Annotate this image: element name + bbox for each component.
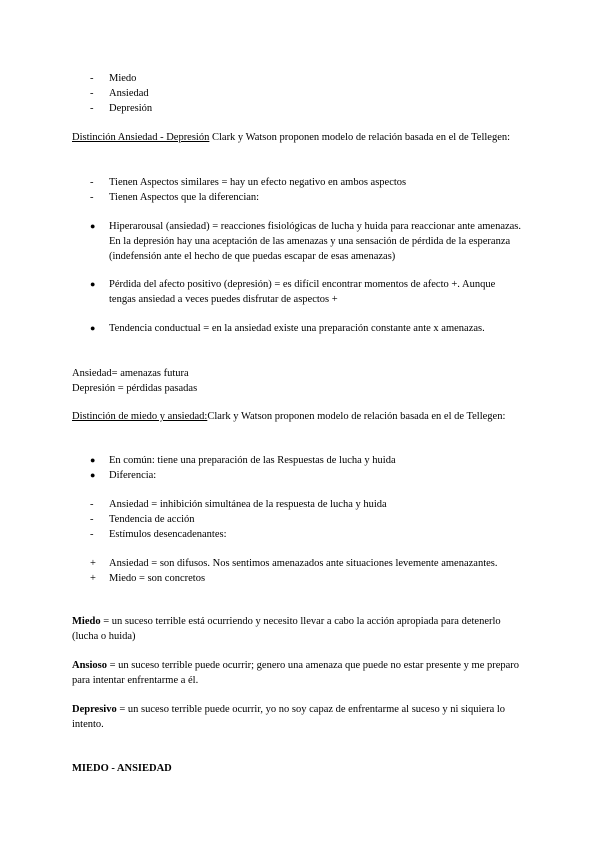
list-item-text: Depresión <box>109 103 153 114</box>
list-item <box>72 86 522 101</box>
bullet-marker: ● <box>90 323 96 333</box>
bullet-text: Pérdida del afecto positivo (depresión) = es difícil encontrar momentos de afecto +. Aunque tengas ansiedad a veces puedes disfrutar de aspectos + <box>109 279 496 305</box>
section-text: Clark y Watson proponen modelo de relación basada en el de Tellegen: <box>207 411 506 422</box>
list-item <box>72 101 522 116</box>
dash-marker: - <box>90 103 94 114</box>
list-item-text: Miedo <box>109 73 137 84</box>
bullet-text: Tendencia conductual = en la ansiedad existe una preparación constante ante x amenazas. <box>109 323 485 334</box>
differences-bullets <box>72 219 522 264</box>
differences-bullets-2 <box>72 277 522 307</box>
definition-depressive <box>72 702 522 732</box>
list-item <box>72 556 522 571</box>
bullet-marker: ● <box>90 470 96 480</box>
dash-marker: - <box>90 499 94 510</box>
bullet-marker: ● <box>90 455 96 465</box>
bullet-text: Hiperarousal (ansiedad) = reacciones fisiológicas de lucha y huida para reaccionar ante amenazas. En la depresión hay una aceptación de las amenazas y una sensación de pérdida de la esperanza (indefensión ante el hecho de que puedas escapar de esas amenazas) <box>109 221 522 262</box>
summary-block <box>72 366 522 396</box>
bullet-marker: ● <box>90 279 96 289</box>
definition-fear <box>72 614 522 644</box>
list-item-text: Tienen Aspectos similares = hay un efecto negativo en ambos aspectos <box>109 177 407 188</box>
list-item-text: Estímulos desencadenantes: <box>109 529 227 540</box>
section-heading: Distinción de miedo y ansiedad: <box>72 411 208 422</box>
definition-text: = un suceso terrible puede ocurrir, yo no soy capaz de enfrentarme al suceso y ni siquiera lo intento. <box>72 704 506 730</box>
definition-text: = un suceso terrible puede ocurrir; genero una amenaza que puede no estar presente y me preparo para intentar enfrentarme a él. <box>72 660 520 686</box>
summary-line: Ansiedad= amenazas futura <box>72 368 189 379</box>
section-text: Clark y Watson proponen modelo de relación basada en el de Tellegen: <box>209 132 511 143</box>
bullet-item <box>72 321 522 336</box>
definition-paragraph <box>72 658 522 688</box>
bullet-text: En común: tiene una preparación de las Respuestas de lucha y huida <box>109 455 396 466</box>
section-anxiety-depression <box>72 130 522 145</box>
definition-term: Miedo <box>72 616 101 627</box>
bullet-marker: ● <box>90 221 96 231</box>
list-item-text: Tendencia de acción <box>109 514 195 525</box>
bullet-item <box>72 219 522 264</box>
section-heading: Distinción Ansiedad - Depresión <box>72 132 210 143</box>
list-item <box>72 512 522 527</box>
plus-marker: + <box>90 558 96 569</box>
list-item <box>72 175 522 190</box>
bullet-item <box>72 453 522 468</box>
section-fear-anxiety <box>72 409 522 424</box>
dash-marker: - <box>90 73 94 84</box>
bullet-item <box>72 468 522 483</box>
definition-paragraph <box>72 614 522 644</box>
dash-marker: - <box>90 529 94 540</box>
dash-marker: - <box>90 192 94 203</box>
common-bullets <box>72 453 522 483</box>
definition-paragraph <box>72 702 522 732</box>
final-heading: MIEDO - ANSIEDAD <box>72 763 172 774</box>
dash-marker: - <box>90 177 94 188</box>
list-item-text: Miedo = son concretos <box>109 573 206 584</box>
list-item <box>72 71 522 86</box>
emotion-list <box>72 71 522 116</box>
list-item-text: Ansiedad = inhibición simultánea de la respuesta de lucha y huida <box>109 499 387 510</box>
list-item <box>72 571 522 586</box>
aspects-list <box>72 175 522 205</box>
definition-term: Depresivo <box>72 704 117 715</box>
summary-line: Depresión = pérdidas pasadas <box>72 383 198 394</box>
bullet-text: Diferencia: <box>109 470 157 481</box>
final-heading-block <box>72 761 522 776</box>
section-paragraph <box>72 130 522 145</box>
list-item <box>72 497 522 512</box>
definition-text: = un suceso terrible está ocurriendo y necesito llevar a cabo la acción apropiada para detenerlo (lucha o huida) <box>72 616 501 642</box>
list-item-text: Ansiedad = son difusos. Nos sentimos amenazados ante situaciones levemente amenazantes. <box>109 558 498 569</box>
section-paragraph <box>72 409 522 424</box>
differences-list <box>72 497 522 542</box>
definition-term: Ansioso <box>72 660 108 671</box>
plus-marker: + <box>90 573 96 584</box>
dash-marker: - <box>90 88 94 99</box>
differences-bullets-3 <box>72 321 522 336</box>
list-item <box>72 527 522 542</box>
stimuli-list <box>72 556 522 586</box>
list-item-text: Ansiedad <box>109 88 149 99</box>
list-item-text: Tienen Aspectos que la diferencian: <box>109 192 260 203</box>
dash-marker: - <box>90 514 94 525</box>
list-item <box>72 190 522 205</box>
bullet-item <box>72 277 522 307</box>
definition-anxious <box>72 658 522 688</box>
